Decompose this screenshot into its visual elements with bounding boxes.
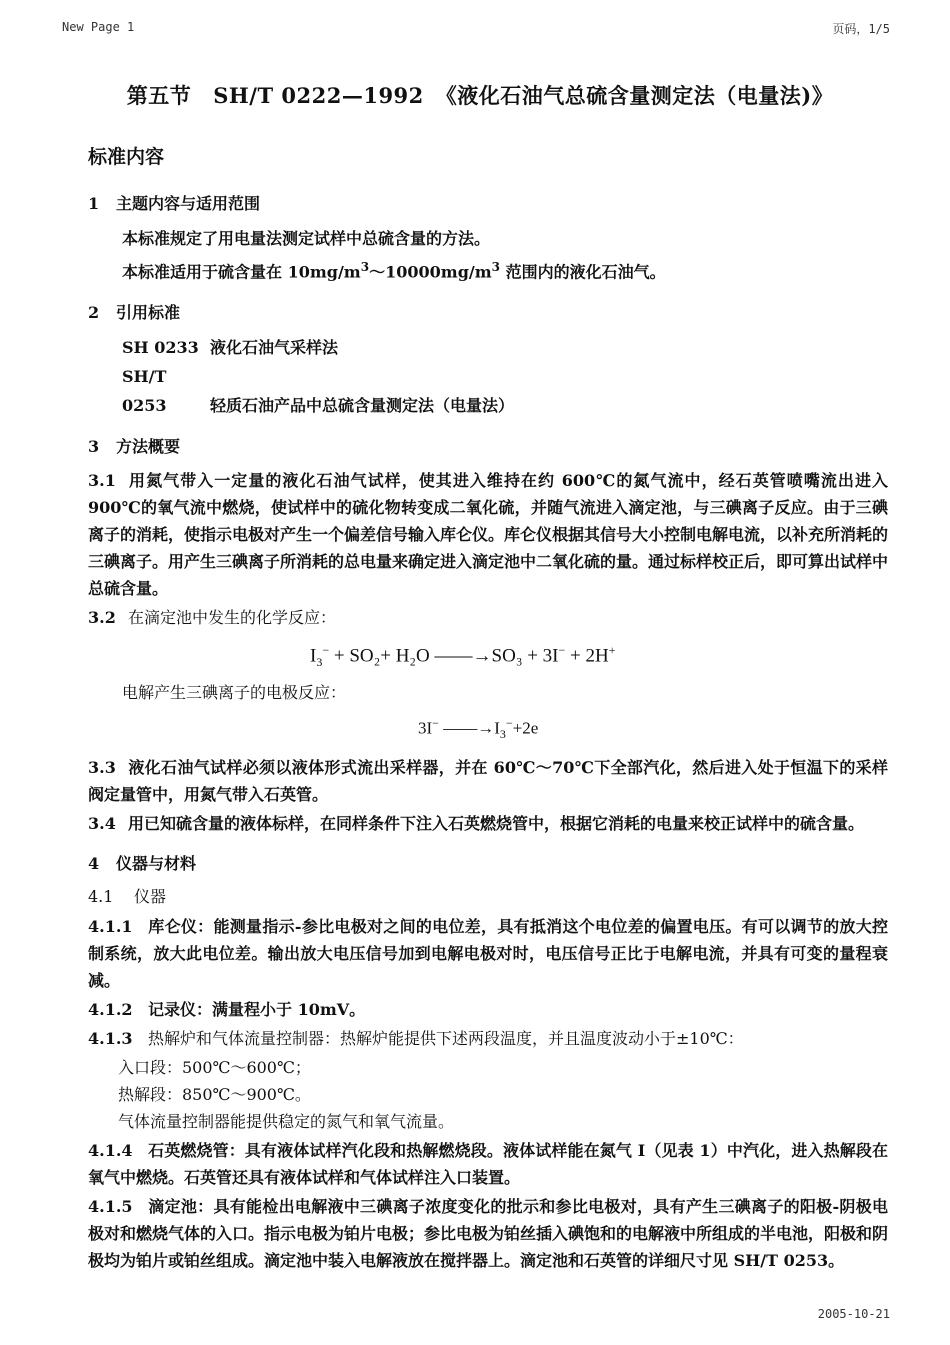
paragraph-3-1 bbox=[88, 467, 888, 602]
chemical-equation-1 bbox=[88, 633, 888, 679]
section-2-title: 引用标准 bbox=[116, 303, 181, 323]
eq-term: +2e bbox=[512, 719, 539, 739]
title-section: 第五节 bbox=[126, 83, 192, 108]
section-1-title: 主题内容与适用范围 bbox=[116, 194, 261, 213]
standard-content-heading: 标准内容 bbox=[88, 146, 165, 168]
clause-number: 4.1.4 bbox=[88, 1140, 133, 1160]
reference-code: SH 0233 bbox=[122, 338, 199, 358]
eq-term: I bbox=[494, 719, 500, 739]
clause-text: 热解炉和气体流量控制器：热解炉能提供下述两段温度，并且温度波动小于±10℃： bbox=[148, 1028, 744, 1048]
subsection-4-1-heading bbox=[88, 884, 888, 907]
reference-title: 轻质石油产品中总硫含量测定法（电量法） bbox=[210, 396, 515, 416]
clause-text: 液化石油气试样必须以液体形式流出采样器，并在 60℃～70℃下全部汽化，然后进入处于恒温下的采样阀定量管中，用氮气带入石英管。 bbox=[88, 757, 888, 804]
chemical-equation-2 bbox=[88, 706, 888, 751]
electrode-reaction-label: 电解产生三碘离子的电极反应： bbox=[122, 683, 347, 703]
clause-number: 3.4 bbox=[88, 813, 116, 833]
unit-superscript-2: 3 bbox=[491, 260, 501, 274]
clause-text: 用已知硫含量的液体标样，在同样条件下注入石英燃烧管中，根据它消耗的电量来校正试样中的硫含量。 bbox=[128, 813, 865, 833]
eq-term: + 2H bbox=[565, 645, 609, 667]
section-1-line-2 bbox=[88, 253, 888, 286]
clause-number: 4.1.3 bbox=[88, 1028, 133, 1048]
clause-number: 3.2 bbox=[88, 608, 116, 628]
reaction-arrow: ——→ bbox=[429, 645, 492, 667]
document-body bbox=[88, 80, 888, 1276]
section-1-heading bbox=[88, 191, 888, 214]
clause-number: 4.1.1 bbox=[88, 916, 133, 936]
pyrolysis-segment-temp: 热解段：850℃～900℃。 bbox=[118, 1084, 311, 1104]
reaction-arrow: ——→ bbox=[438, 719, 495, 739]
eq-term: I bbox=[310, 645, 317, 667]
paragraph-3-2 bbox=[88, 604, 888, 631]
clause-text: 在滴定池中发生的化学反应： bbox=[128, 608, 337, 628]
paragraph-4-1-3 bbox=[88, 1025, 888, 1052]
reference-title: 液化石油气采样法 bbox=[210, 338, 339, 358]
clause-number: 4.1.5 bbox=[88, 1196, 133, 1216]
eq-sup: − bbox=[558, 643, 566, 658]
eq-term: SO₃ + 3I bbox=[491, 645, 559, 667]
section-3-heading bbox=[88, 434, 888, 457]
section-2-heading bbox=[88, 300, 888, 323]
clause-number: 4.1.2 bbox=[88, 999, 133, 1019]
unit-superscript-1: 3 bbox=[360, 260, 370, 274]
scope-text-b: ～10000mg/m bbox=[369, 262, 492, 282]
header-page-name: New Page 1 bbox=[62, 20, 135, 34]
title-standard-name: 《液化石油气总硫含量测定法（电量法)》 bbox=[435, 83, 834, 108]
eq-sub: 3 bbox=[499, 727, 506, 742]
clause-text: 石英燃烧管：具有液体试样汽化段和热解燃烧段。液体试样能在氮气 I（见表 1）中汽化，进入热解段在氧气中燃烧。石英管还具有液体试样和气体试样注入口装置。 bbox=[88, 1140, 888, 1187]
reference-item bbox=[88, 333, 888, 362]
title-standard-code: SH/T 0222—1992 bbox=[213, 83, 424, 108]
eq-term: + SO₂+ H₂O bbox=[329, 645, 430, 667]
clause-text: 记录仪：满量程小于 10mV。 bbox=[148, 999, 366, 1019]
reference-code: SH/T 0253 bbox=[122, 367, 167, 416]
paragraph-3-3 bbox=[88, 754, 888, 808]
footer-date: 2005-10-21 bbox=[817, 1307, 890, 1321]
gas-flow-controller-note: 气体流量控制器能提供稳定的氮气和氧气流量。 bbox=[118, 1111, 455, 1131]
eq-sup: − bbox=[505, 716, 513, 731]
eq-sub: 3 bbox=[316, 655, 323, 670]
clause-number: 3.3 bbox=[88, 757, 116, 777]
section-4-title: 仪器与材料 bbox=[116, 853, 197, 873]
clause-number: 3.1 bbox=[88, 471, 116, 491]
scope-text-a: 本标准适用于硫含量在 10mg/m bbox=[122, 262, 361, 282]
paragraph-3-4 bbox=[88, 810, 888, 837]
subsection-title: 仪器 bbox=[134, 886, 167, 906]
inlet-segment-temp: 入口段：500℃～600℃； bbox=[118, 1057, 311, 1077]
paragraph-4-1-1 bbox=[88, 913, 888, 994]
scope-text-c: 范围内的液化石油气。 bbox=[500, 262, 666, 282]
paragraph-4-1-2 bbox=[88, 996, 888, 1023]
page-title bbox=[72, 80, 888, 110]
section-1-line-1: 本标准规定了用电量法测定试样中总硫含量的方法。 bbox=[122, 229, 491, 248]
section-1-number: 1 bbox=[88, 194, 100, 213]
eq-term: 3I bbox=[418, 719, 433, 739]
clause-text: 库仑仪：能测量指示-参比电极对之间的电位差，具有抵消这个电位差的偏置电压。有可以调节的放大控制系统，放大此电位差。输出放大电压信号加到电解电极对时，电压信号正比于电解电流，并具有可变的量程衰减。 bbox=[88, 916, 888, 990]
section-3-title: 方法概要 bbox=[116, 437, 181, 457]
subsection-number: 4.1 bbox=[88, 886, 114, 906]
paragraph-4-1-5 bbox=[88, 1193, 888, 1274]
eq-sup: + bbox=[608, 643, 616, 658]
paragraph-4-1-4 bbox=[88, 1137, 888, 1191]
clause-text: 用氮气带入一定量的液化石油气试样，使其进入维持在约 600℃的氮气流中，经石英管喷嘴流出进入 900℃的氧气流中燃烧，使试样中的硫化物转变成二氧化硫，并随气流进入滴定池，与三碘离子反应。由于三碘离子的消耗，使指示电极对产生一个偏差信号输入库仑仪。库仑仪根据其信号大小控制电解电流，以补充所消耗的三碘离子。用产生三碘离子所消耗的总电量来确定进入滴定池中二氧化硫的量。通过标样校正后，即可算出试样中总硫含量。 bbox=[88, 471, 889, 599]
section-4-number: 4 bbox=[88, 853, 100, 873]
reference-item bbox=[88, 362, 888, 420]
section-4-heading bbox=[88, 851, 888, 874]
eq-sup: − bbox=[432, 716, 439, 731]
header-page-number: 页码，1/5 bbox=[832, 22, 890, 36]
section-3-number: 3 bbox=[88, 437, 100, 457]
section-2-number: 2 bbox=[88, 303, 100, 323]
clause-text: 滴定池：具有能检出电解液中三碘离子浓度变化的批示和参比电极对，具有产生三碘离子的阳极-阴极电极对和燃烧气体的入口。指示电极为铂片电极；参比电极为铂丝插入碘饱和的电解液中所组成的半电池，阳极和阴极均为铂片或铂丝组成。滴定池中装入电解液放在搅拌器上。滴定池和石英管的详细尺寸见 SH/T 0253。 bbox=[88, 1196, 889, 1270]
eq-sup: − bbox=[322, 643, 330, 658]
